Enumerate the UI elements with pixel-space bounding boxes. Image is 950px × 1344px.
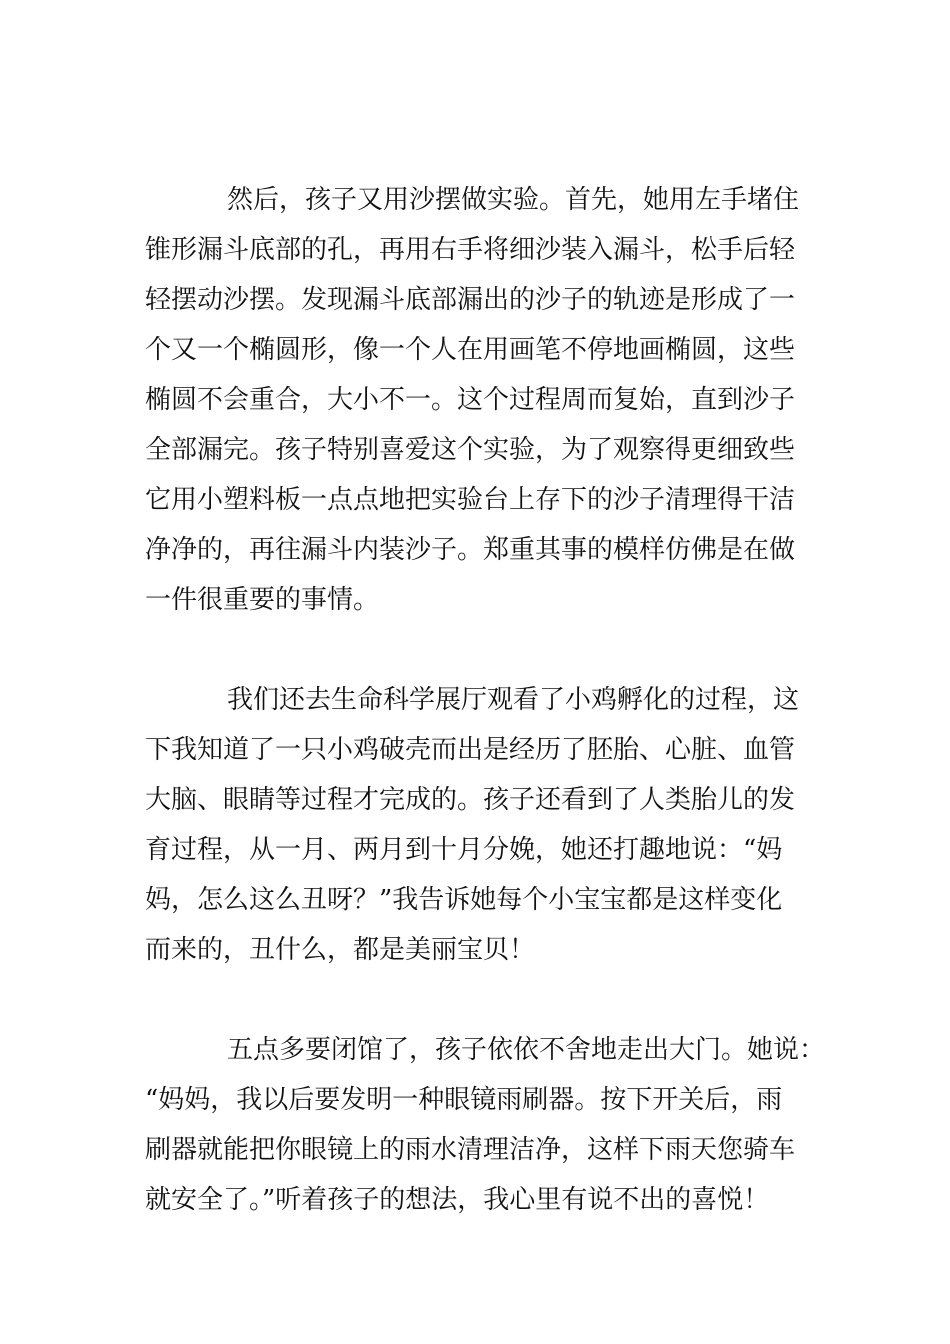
paragraph-sand-pendulum	[145, 175, 815, 625]
text-line: 它用小塑料板一点点地把实验台上存下的沙子清理得干洁	[145, 485, 796, 515]
text-line: 轻摆动沙摆。发现漏斗底部漏出的沙子的轨迹是形成了一	[145, 285, 796, 315]
text-line: 一件很重要的事情。	[145, 585, 380, 615]
text-line: 我们还去生命科学展厅观看了小鸡孵化的过程，这	[227, 685, 800, 715]
text-line: 然后，孩子又用沙摆做实验。首先，她用左手堵住	[227, 185, 800, 215]
text-line: 净净的，再往漏斗内装沙子。郑重其事的模样仿佛是在做	[145, 535, 796, 565]
text-line: 个又一个椭圆形，像一个人在用画笔不停地画椭圆，这些	[145, 335, 796, 365]
text-line: 下我知道了一只小鸡破壳而出是经历了胚胎、心脏、血管	[145, 735, 796, 765]
text-line: 妈，怎么这么丑呀？”我告诉她每个小宝宝都是这样变化	[145, 885, 783, 915]
text-line: 大脑、眼睛等过程才完成的。孩子还看到了人类胎儿的发	[145, 785, 796, 815]
paragraph-closing-time	[145, 1025, 826, 1225]
text-line: 刷器就能把你眼镜上的雨水清理洁净，这样下雨天您骑车	[145, 1135, 796, 1165]
text-line: 育过程，从一月、两月到十月分娩，她还打趣地说：“妈	[145, 835, 783, 865]
text-line: 就安全了。”听着孩子的想法，我心里有说不出的喜悦！	[145, 1185, 770, 1215]
text-line: 椭圆不会重合，大小不一。这个过程周而复始，直到沙子	[145, 385, 796, 415]
text-line: 而来的，丑什么，都是美丽宝贝！	[145, 935, 536, 965]
paragraph-life-science-hall	[145, 675, 815, 975]
text-line: 锥形漏斗底部的孔，再用右手将细沙装入漏斗，松手后轻	[145, 235, 796, 265]
text-line: 五点多要闭馆了，孩子依依不舍地走出大门。她说：	[227, 1035, 826, 1065]
text-line: “妈妈，我以后要发明一种眼镜雨刷器。按下开关后，雨	[145, 1085, 783, 1115]
text-line: 全部漏完。孩子特别喜爱这个实验，为了观察得更细致些	[145, 435, 796, 465]
